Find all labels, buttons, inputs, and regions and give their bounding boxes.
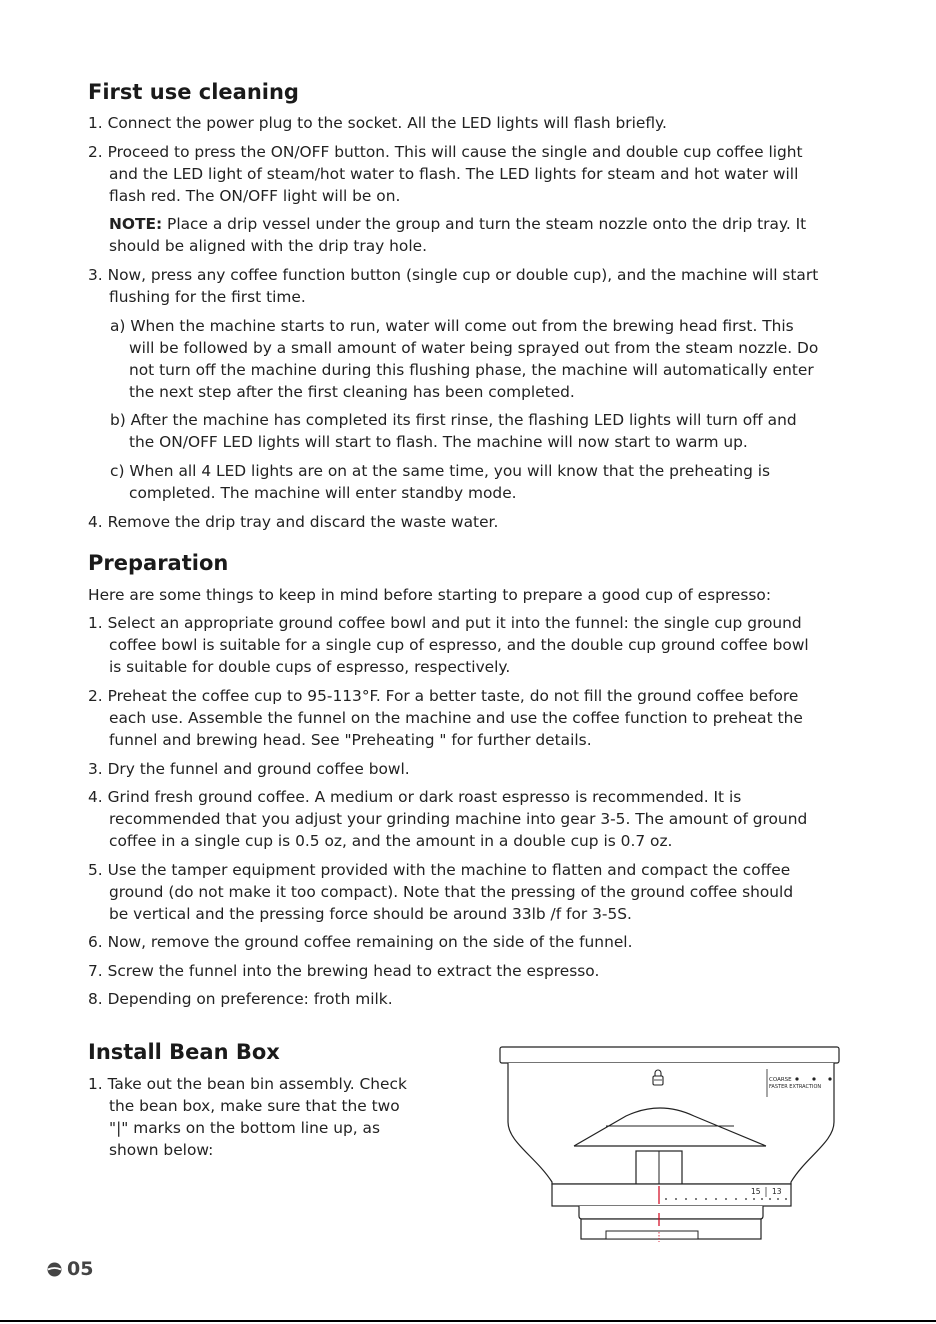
preparation-step-4-line-3: coffee in a single cup is 0.5 oz, and the amount in a double cup is 0.7 oz. [109,832,673,850]
first-use-note-line-1 [109,213,806,235]
preparation-step-7: 7. Screw the funnel into the brewing head to extract the espresso. [88,962,600,980]
note-text: Place a drip vessel under the group and turn the steam nozzle onto the drip tray. It [162,215,807,233]
coarse-label: COARSE [769,1077,792,1083]
scale-label-15: 15 [751,1187,761,1196]
first-use-step-1: 1. Connect the power plug to the socket. All the LED lights will flash briefly. [88,114,667,132]
first-use-step-3-line-2: flushing for the first time. [109,288,306,306]
bean-box-rim [500,1047,839,1063]
preparation-step-1-line-1: 1. Select an appropriate ground coffee bowl and put it into the funnel: the single cup ground [88,614,802,632]
first-use-step-2-line-1: 2. Proceed to press the ON/OFF button. This will cause the single and double cup coffee light [88,143,803,161]
heading-first-use-cleaning: First use cleaning [88,80,299,104]
first-use-step-4: 4. Remove the drip tray and discard the waste water. [88,513,499,531]
heading-install-bean-box: Install Bean Box [88,1040,280,1064]
preparation-step-2-line-1: 2. Preheat the coffee cup to 95-113°F. For a better taste, do not fill the ground coffee before [88,687,799,705]
page-number: 05 [67,1258,94,1280]
preparation-step-8: 8. Depending on preference: froth milk. [88,990,393,1008]
first-use-step-2-line-3: flash red. The ON/OFF light will be on. [109,187,401,205]
first-use-step-3b-line-1: b) After the machine has completed its first rinse, the flashing LED lights will turn off and [110,411,797,429]
bean-box-bottom [579,1206,763,1219]
first-use-step-3b-line-2: the ON/OFF LED lights will start to flash. The machine will now start to warm up. [129,433,748,451]
page-footer [47,1258,93,1280]
first-use-note-line-2: should be aligned with the drip tray hole. [109,237,427,255]
indicator-dot [812,1077,815,1080]
preparation-step-4-line-2: recommended that you adjust your grinding machine into gear 3-5. The amount of ground [109,810,808,828]
faster-extraction-label: FASTER EXTRACTION [769,1084,822,1090]
first-use-step-3-line-1: 3. Now, press any coffee function button (single cup or double cup), and the machine will start [88,266,819,284]
coffee-bean-icon [47,1262,62,1277]
preparation-step-5-line-1: 5. Use the tamper equipment provided with the machine to flatten and compact the coffee [88,861,791,879]
note-label: NOTE: [109,215,163,233]
indicator-dot [795,1077,798,1080]
first-use-step-3a-line-2: will be followed by a small amount of water being sprayed out from the steam nozzle. Do [129,339,819,357]
preparation-step-1-line-2: coffee bowl is suitable for a single cup of espresso, and the double cup ground coffee bowl [109,636,809,654]
preparation-step-2-line-2: each use. Assemble the funnel on the machine and use the coffee function to preheat the [109,709,803,727]
preparation-step-1-line-3: is suitable for double cups of espresso, respectively. [109,658,511,676]
bean-box-line-1: 1. Take out the bean bin assembly. Check [88,1075,407,1093]
preparation-step-6: 6. Now, remove the ground coffee remaining on the side of the funnel. [88,933,633,951]
bean-box-line-4: shown below: [109,1141,214,1159]
preparation-step-2-line-3: funnel and brewing head. See "Preheating " for further details. [109,731,592,749]
preparation-step-5-line-2: ground (do not make it too compact). Note that the pressing of the ground coffee should [109,883,794,901]
scale-label-13: 13 [772,1187,782,1196]
heading-preparation: Preparation [88,551,229,575]
first-use-step-3a-line-4: the next step after the first cleaning has been completed. [129,383,575,401]
preparation-step-5-line-3: be vertical and the pressing force should be around 33lb /f for 3-5S. [109,905,632,923]
preparation-step-4-line-1: 4. Grind fresh ground coffee. A medium or dark roast espresso is recommended. It is [88,788,742,806]
first-use-step-3c-line-2: completed. The machine will enter standby mode. [129,484,517,502]
indicator-dot [828,1077,831,1080]
first-use-step-3c-line-1: c) When all 4 LED lights are on at the same time, you will know that the preheating is [110,462,771,480]
first-use-step-3a-line-1: a) When the machine starts to run, water will come out from the brewing head first. This [110,317,794,335]
first-use-step-2-line-2: and the LED light of steam/hot water to flash. The LED lights for steam and hot water will [109,165,799,183]
bean-box-line-3: "|" marks on the bottom line up, as [109,1119,381,1137]
page-bottom-rule [0,1320,936,1322]
bean-box-diagram [496,1042,846,1246]
preparation-step-3: 3. Dry the funnel and ground coffee bowl. [88,760,410,778]
preparation-intro: Here are some things to keep in mind before starting to prepare a good cup of espresso: [88,586,772,604]
first-use-step-3a-line-3: not turn off the machine during this flushing phase, the machine will automatically enter [129,361,814,379]
bean-box-line-2: the bean box, make sure that the two [109,1097,400,1115]
